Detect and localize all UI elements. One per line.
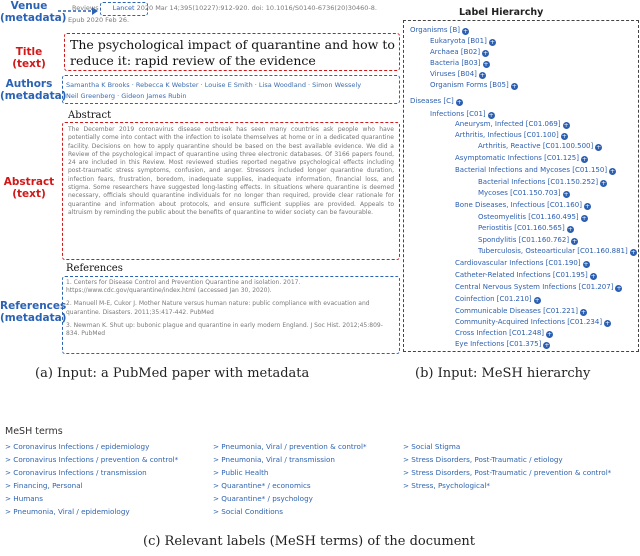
mesh-term[interactable]: > Coronavirus Infections / transmission: [5, 468, 147, 477]
mesh-term[interactable]: > Social Stigma: [403, 442, 461, 451]
mesh-node[interactable]: Periostitis [C01.160.565] +: [478, 224, 573, 233]
mesh-node[interactable]: Catheter-Related Infections [C01.195] +: [455, 271, 596, 280]
mesh-node[interactable]: Asymptomatic Infections [C01.125] +: [455, 154, 587, 163]
mesh-term[interactable]: > Coronavirus Infections / prevention & control*: [5, 455, 179, 464]
mesh-term[interactable]: > Pneumonia, Viral / transmission: [213, 455, 335, 464]
expand-icon: +: [581, 156, 587, 163]
venue-label: Venue (metadata): [0, 0, 67, 24]
mesh-node[interactable]: Central Nervous System Infections [C01.207] +: [455, 283, 622, 292]
expand-icon: +: [483, 61, 489, 68]
expand-icon: +: [605, 320, 611, 327]
mesh-node[interactable]: Organisms [B] +: [410, 26, 468, 35]
mesh-node[interactable]: Tuberculosis, Osteoarticular [C01.160.881] +: [478, 247, 636, 256]
author-link[interactable]: Neil Greenberg: [66, 92, 116, 100]
mesh-node[interactable]: Mycoses [C01.150.703] +: [478, 189, 569, 198]
mesh-term[interactable]: > Pneumonia, Viral / prevention & control*: [213, 442, 367, 451]
mesh-node[interactable]: Organism Forms [B05] +: [430, 81, 517, 90]
abstract-label: Abstract (text): [3, 176, 55, 200]
mesh-node[interactable]: Eukaryota [B01] +: [430, 37, 495, 46]
abstract-text: The December 2019 coronavirus disease outbreak has seen many countries ask people who have potentially come into contact with the infection to isolate themselves at home or in a dedicated quarantine facility. Decisions on how to apply quarantine should be based on the best available evidence. We did a Review of the psychological impact of quarantine using three electronic databases. Of 3166 papers found, 24 are included in this Review. Most reviewed studies reported negative psychological effects including post-traumatic stress symptoms, confusion, and anger. Stressors included longer quarantine duration, infection fears, frustration, boredom, inadequate supplies, inadequate information, financial loss, and stigma. Some researchers have suggested long-lasting effects. In situations where quarantine is deemed necessary, officials should quarantine individuals for no longer than required, provide clear rationale for quarantine and information about protocols, and ensure sufficient supplies are provided. Appeals to altruism by reminding the public about the benefits of quarantine to wider society can be favourable.: [68, 126, 394, 216]
references-label: References (metadata): [0, 300, 67, 324]
mesh-node[interactable]: Arthritis, Reactive [C01.100.500] +: [478, 142, 602, 151]
mesh-node[interactable]: Bone Diseases, Infectious [C01.160] +: [455, 201, 590, 210]
expand-icon: +: [630, 249, 636, 256]
mesh-term[interactable]: > Stress Disorders, Post-Traumatic / prevention & control*: [403, 468, 612, 477]
mesh-term[interactable]: > Social Conditions: [213, 507, 283, 516]
expand-icon: +: [561, 133, 567, 140]
caption-b: (b) Input: MeSH hierarchy: [415, 366, 591, 381]
expand-icon: +: [581, 215, 587, 222]
expand-icon: +: [534, 297, 540, 304]
expand-icon: +: [488, 112, 494, 119]
expand-icon: +: [563, 122, 569, 129]
expand-icon: +: [547, 331, 553, 338]
caption-a: (a) Input: a PubMed paper with metadata: [35, 366, 310, 381]
author-list: Samantha K Brooks · Rebecca K Webster · Louise E Smith · Lisa Woodland · Simon Wessely Neil Greenberg · Gideon James Rubin: [66, 81, 362, 100]
expand-icon: +: [583, 261, 589, 268]
mesh-term[interactable]: > Quarantine* / economics: [213, 481, 311, 490]
mesh-node[interactable]: Cardiovascular Infections [C01.190] +: [455, 259, 589, 268]
mesh-node[interactable]: Spondylitis [C01.160.762] +: [478, 236, 578, 245]
expand-icon: +: [563, 191, 569, 198]
author-link[interactable]: Simon Wessely: [312, 81, 362, 89]
author-link[interactable]: Rebecca K Webster: [135, 81, 199, 89]
expand-icon: +: [596, 144, 602, 151]
mesh-node[interactable]: Infections [C01] +: [430, 110, 494, 119]
title-label: Title (text): [12, 46, 46, 70]
mesh-term[interactable]: > Quarantine* / psychology: [213, 494, 313, 503]
expand-icon: +: [567, 226, 573, 233]
author-link[interactable]: Lisa Woodland: [258, 81, 306, 89]
journal-name[interactable]: Lancet: [112, 4, 135, 12]
mesh-node[interactable]: Community-Acquired Infections [C01.234] +: [455, 318, 611, 327]
mesh-hierarchy-title: Label Hierarchy: [455, 7, 547, 18]
expand-icon: +: [483, 50, 489, 57]
expand-icon: +: [601, 180, 607, 187]
caption-c: (c) Relevant labels (MeSH terms) of the document: [143, 534, 475, 549]
expand-icon: +: [584, 203, 590, 210]
abstract-heading: Abstract: [68, 110, 112, 121]
expand-icon: +: [479, 72, 485, 79]
mesh-term[interactable]: > Humans: [5, 494, 43, 503]
venue-line: Reviews Lancet 2020 Mar 14;395(10227):912-920. doi: 10.1016/S0140-6736(20)30460-8.: [72, 4, 377, 12]
author-link[interactable]: Samantha K Brooks: [66, 81, 130, 89]
reference-item: 2. Manuell M-E, Cukor J. Mother Nature versus human nature: public compliance with evacuation and quarantine. Disasters. 2011;35:417-442. PubMed: [66, 300, 370, 316]
references-heading: References: [66, 263, 123, 274]
mesh-node[interactable]: Osteomyelitis [C01.160.495] +: [478, 213, 587, 222]
authors-label: Authors (metadata): [0, 78, 67, 102]
author-link[interactable]: Louise E Smith: [204, 81, 253, 89]
expand-icon: +: [580, 309, 586, 316]
expand-icon: +: [544, 342, 550, 349]
mesh-node[interactable]: Archaea [B02] +: [430, 48, 489, 57]
expand-icon: +: [590, 273, 596, 280]
expand-icon: +: [489, 39, 495, 46]
expand-icon: +: [616, 285, 622, 292]
expand-icon: +: [610, 168, 616, 175]
expand-icon: +: [572, 238, 578, 245]
mesh-term[interactable]: > Public Health: [213, 468, 269, 477]
reference-item: 3. Newman K. Shut up: bubonic plague and quarantine in early modern England. J Soc Hist. 2012;45:809-834. PubMed: [66, 321, 383, 338]
expand-icon: +: [511, 83, 517, 90]
expand-icon: +: [456, 99, 462, 106]
reference-list: [66, 279, 396, 343]
mesh-node[interactable]: Diseases [C] +: [410, 97, 462, 106]
paper-title: The psychological impact of quarantine and how to reduce it: rapid review of the evidence: [70, 37, 395, 68]
mesh-node[interactable]: Viruses [B04] +: [430, 70, 485, 79]
mesh-node[interactable]: Eye Infections [C01.375] +: [455, 340, 550, 349]
mesh-term[interactable]: > Stress Disorders, Post-Traumatic / etiology: [403, 455, 563, 464]
mesh-node[interactable]: Bacterial Infections [C01.150.252] +: [478, 178, 607, 187]
mesh-term[interactable]: > Pneumonia, Viral / epidemiology: [5, 507, 130, 516]
epub-line: Epub 2020 Feb 26.: [68, 16, 130, 24]
mesh-term[interactable]: > Stress, Psychological*: [403, 481, 490, 490]
mesh-term[interactable]: > Coronavirus Infections / epidemiology: [5, 442, 150, 451]
mesh-node[interactable]: Bacteria [B03] +: [430, 59, 489, 68]
mesh-node[interactable]: Communicable Diseases [C01.221] +: [455, 307, 586, 316]
expand-icon: +: [462, 28, 468, 35]
mesh-node[interactable]: Cross Infection [C01.248] +: [455, 329, 553, 338]
author-link[interactable]: Gideon James Rubin: [121, 92, 187, 100]
mesh-node[interactable]: Bacterial Infections and Mycoses [C01.150] +: [455, 166, 616, 175]
mesh-node[interactable]: Aneurysm, Infected [C01.069] +: [455, 120, 569, 129]
mesh-node[interactable]: Arthritis, Infectious [C01.100] +: [455, 131, 567, 140]
mesh-term[interactable]: > Financing, Personal: [5, 481, 83, 490]
mesh-terms-heading: MeSH terms: [5, 426, 63, 437]
reference-item: 1. Centers for Disease Control and Prevention Quarantine and isolation. 2017. https://www.cdc.gov/quarantine/index.html (accessed Jan 30, 2020).: [66, 279, 301, 295]
mesh-node[interactable]: Coinfection [C01.210] +: [455, 295, 540, 304]
